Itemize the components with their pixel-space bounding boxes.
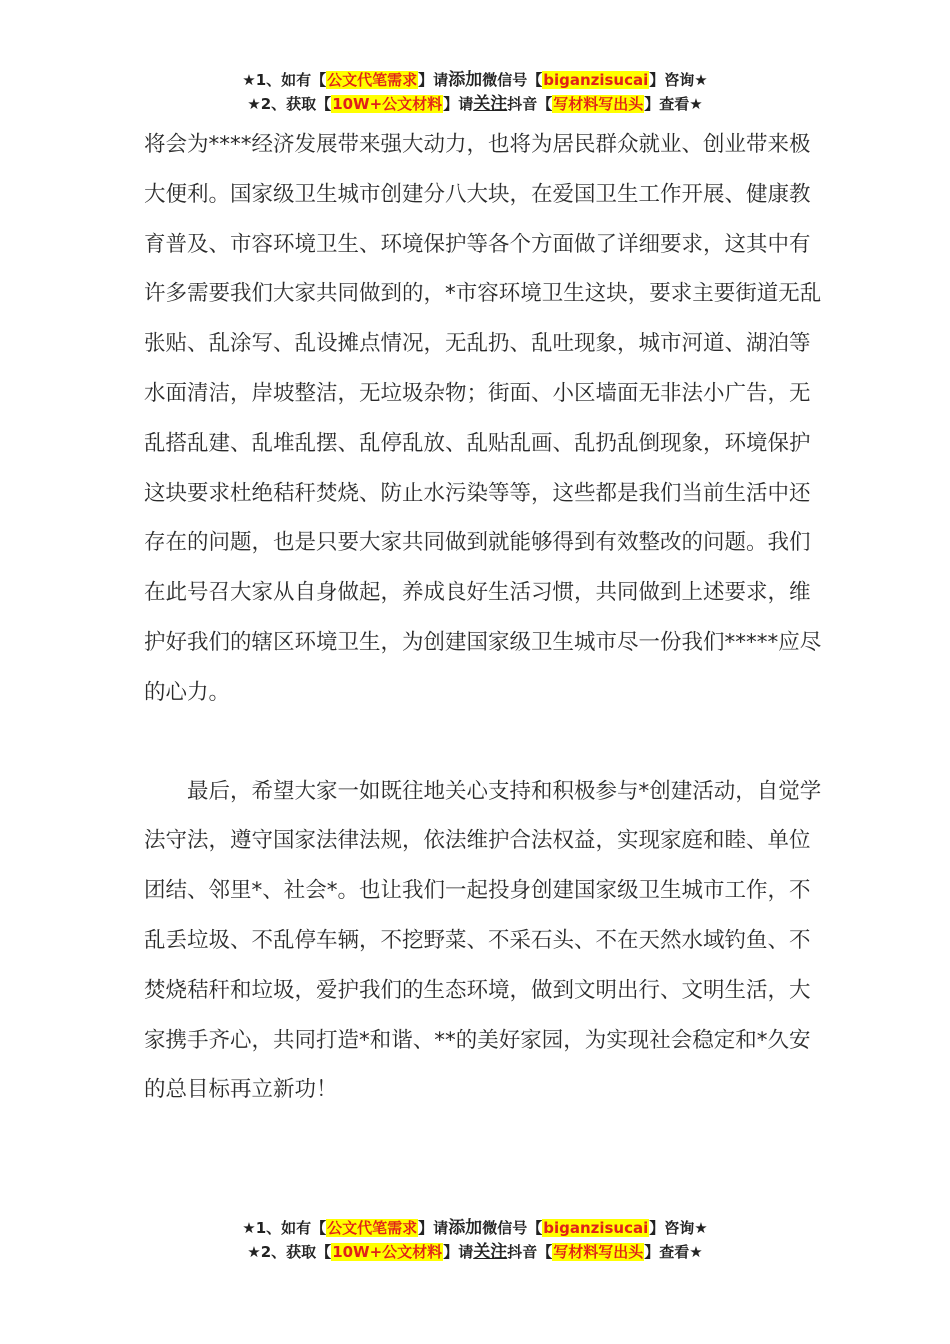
highlight-douyin-id: 写材料写出头: [553, 95, 644, 113]
banner-text: 抖音【: [507, 95, 553, 113]
banner-text: 微信号【: [482, 1219, 543, 1237]
banner-text: 】请: [443, 1243, 474, 1261]
highlight-service: 公文代笔需求: [327, 1219, 418, 1237]
banner-emphasis: 关注: [473, 94, 508, 114]
banner-emphasis: 添加: [448, 70, 483, 90]
banner-text: 】咨询★: [649, 1219, 708, 1237]
highlight-douyin-id: 写材料写出头: [553, 1243, 644, 1261]
banner-text: ★1、如有【: [242, 1219, 327, 1237]
banner-text: 】查看★: [644, 1243, 703, 1261]
banner-emphasis: 添加: [448, 1218, 483, 1238]
banner-text: ★2、获取【: [247, 95, 332, 113]
document-body: [144, 120, 829, 1115]
banner-text: 】咨询★: [649, 71, 708, 89]
banner-text: 】请: [443, 95, 474, 113]
banner-line-2: [0, 92, 950, 116]
footer-banner: [0, 1216, 950, 1264]
banner-text: ★1、如有【: [242, 71, 327, 89]
banner-line-2: [0, 1240, 950, 1264]
banner-line-1: [0, 1216, 950, 1240]
highlight-materials: 10W+公文材料: [332, 1243, 443, 1261]
banner-text: ★2、获取【: [247, 1243, 332, 1261]
banner-text: 】请: [418, 71, 449, 89]
highlight-wechat-id: biganzisucai: [543, 71, 649, 89]
paragraph-2: 最后，希望大家一如既往地关心支持和积极参与*创建活动，自觉学法守法，遵守国家法律法规，依法维护合法权益，实现家庭和睦、单位团结、邻里*、社会*。也让我们一起投身创建国家级卫生城市工作，不乱丢垃圾、不乱停车辆，不挖野菜、不采石头、不在天然水域钓鱼、不焚烧秸秆和垃圾，爱护我们的生态环境，做到文明出行、文明生活，大家携手齐心，共同打造*和谐、**的美好家园，为实现社会稳定和*久安的总目标再立新功！: [144, 778, 822, 1103]
banner-text: 微信号【: [482, 71, 543, 89]
banner-emphasis: 关注: [473, 1242, 508, 1262]
highlight-materials: 10W+公文材料: [332, 95, 443, 113]
header-banner: [0, 68, 950, 116]
banner-line-1: [0, 68, 950, 92]
highlight-service: 公文代笔需求: [327, 71, 418, 89]
banner-text: 】查看★: [644, 95, 703, 113]
banner-text: 】请: [418, 1219, 449, 1237]
highlight-wechat-id: biganzisucai: [543, 1219, 649, 1237]
banner-text: 抖音【: [507, 1243, 553, 1261]
paragraph-1: 将会为****经济发展带来强大动力，也将为居民群众就业、创业带来极大便利。国家级卫生城市创建分八大块，在爱国卫生工作开展、健康教育普及、市容环境卫生、环境保护等各个方面做了详细要求，这其中有许多需要我们大家共同做到的，*市容环境卫生这块，要求主要街道无乱张贴、乱涂写、乱设摊点情况，无乱扔、乱吐现象，城市河道、湖泊等水面清洁，岸坡整洁，无垃圾杂物；街面、小区墙面无非法小广告，无乱搭乱建、乱堆乱摆、乱停乱放、乱贴乱画、乱扔乱倒现象，环境保护这块要求杜绝秸秆焚烧、防止水污染等等，这些都是我们当前生活中还存在的问题，也是只要大家共同做到就能够得到有效整改的问题。我们在此号召大家从自身做起，养成良好生活习惯，共同做到上述要求，维护好我们的辖区环境卫生，为创建国家级卫生城市尽一份我们*****应尽的心力。: [144, 132, 822, 705]
